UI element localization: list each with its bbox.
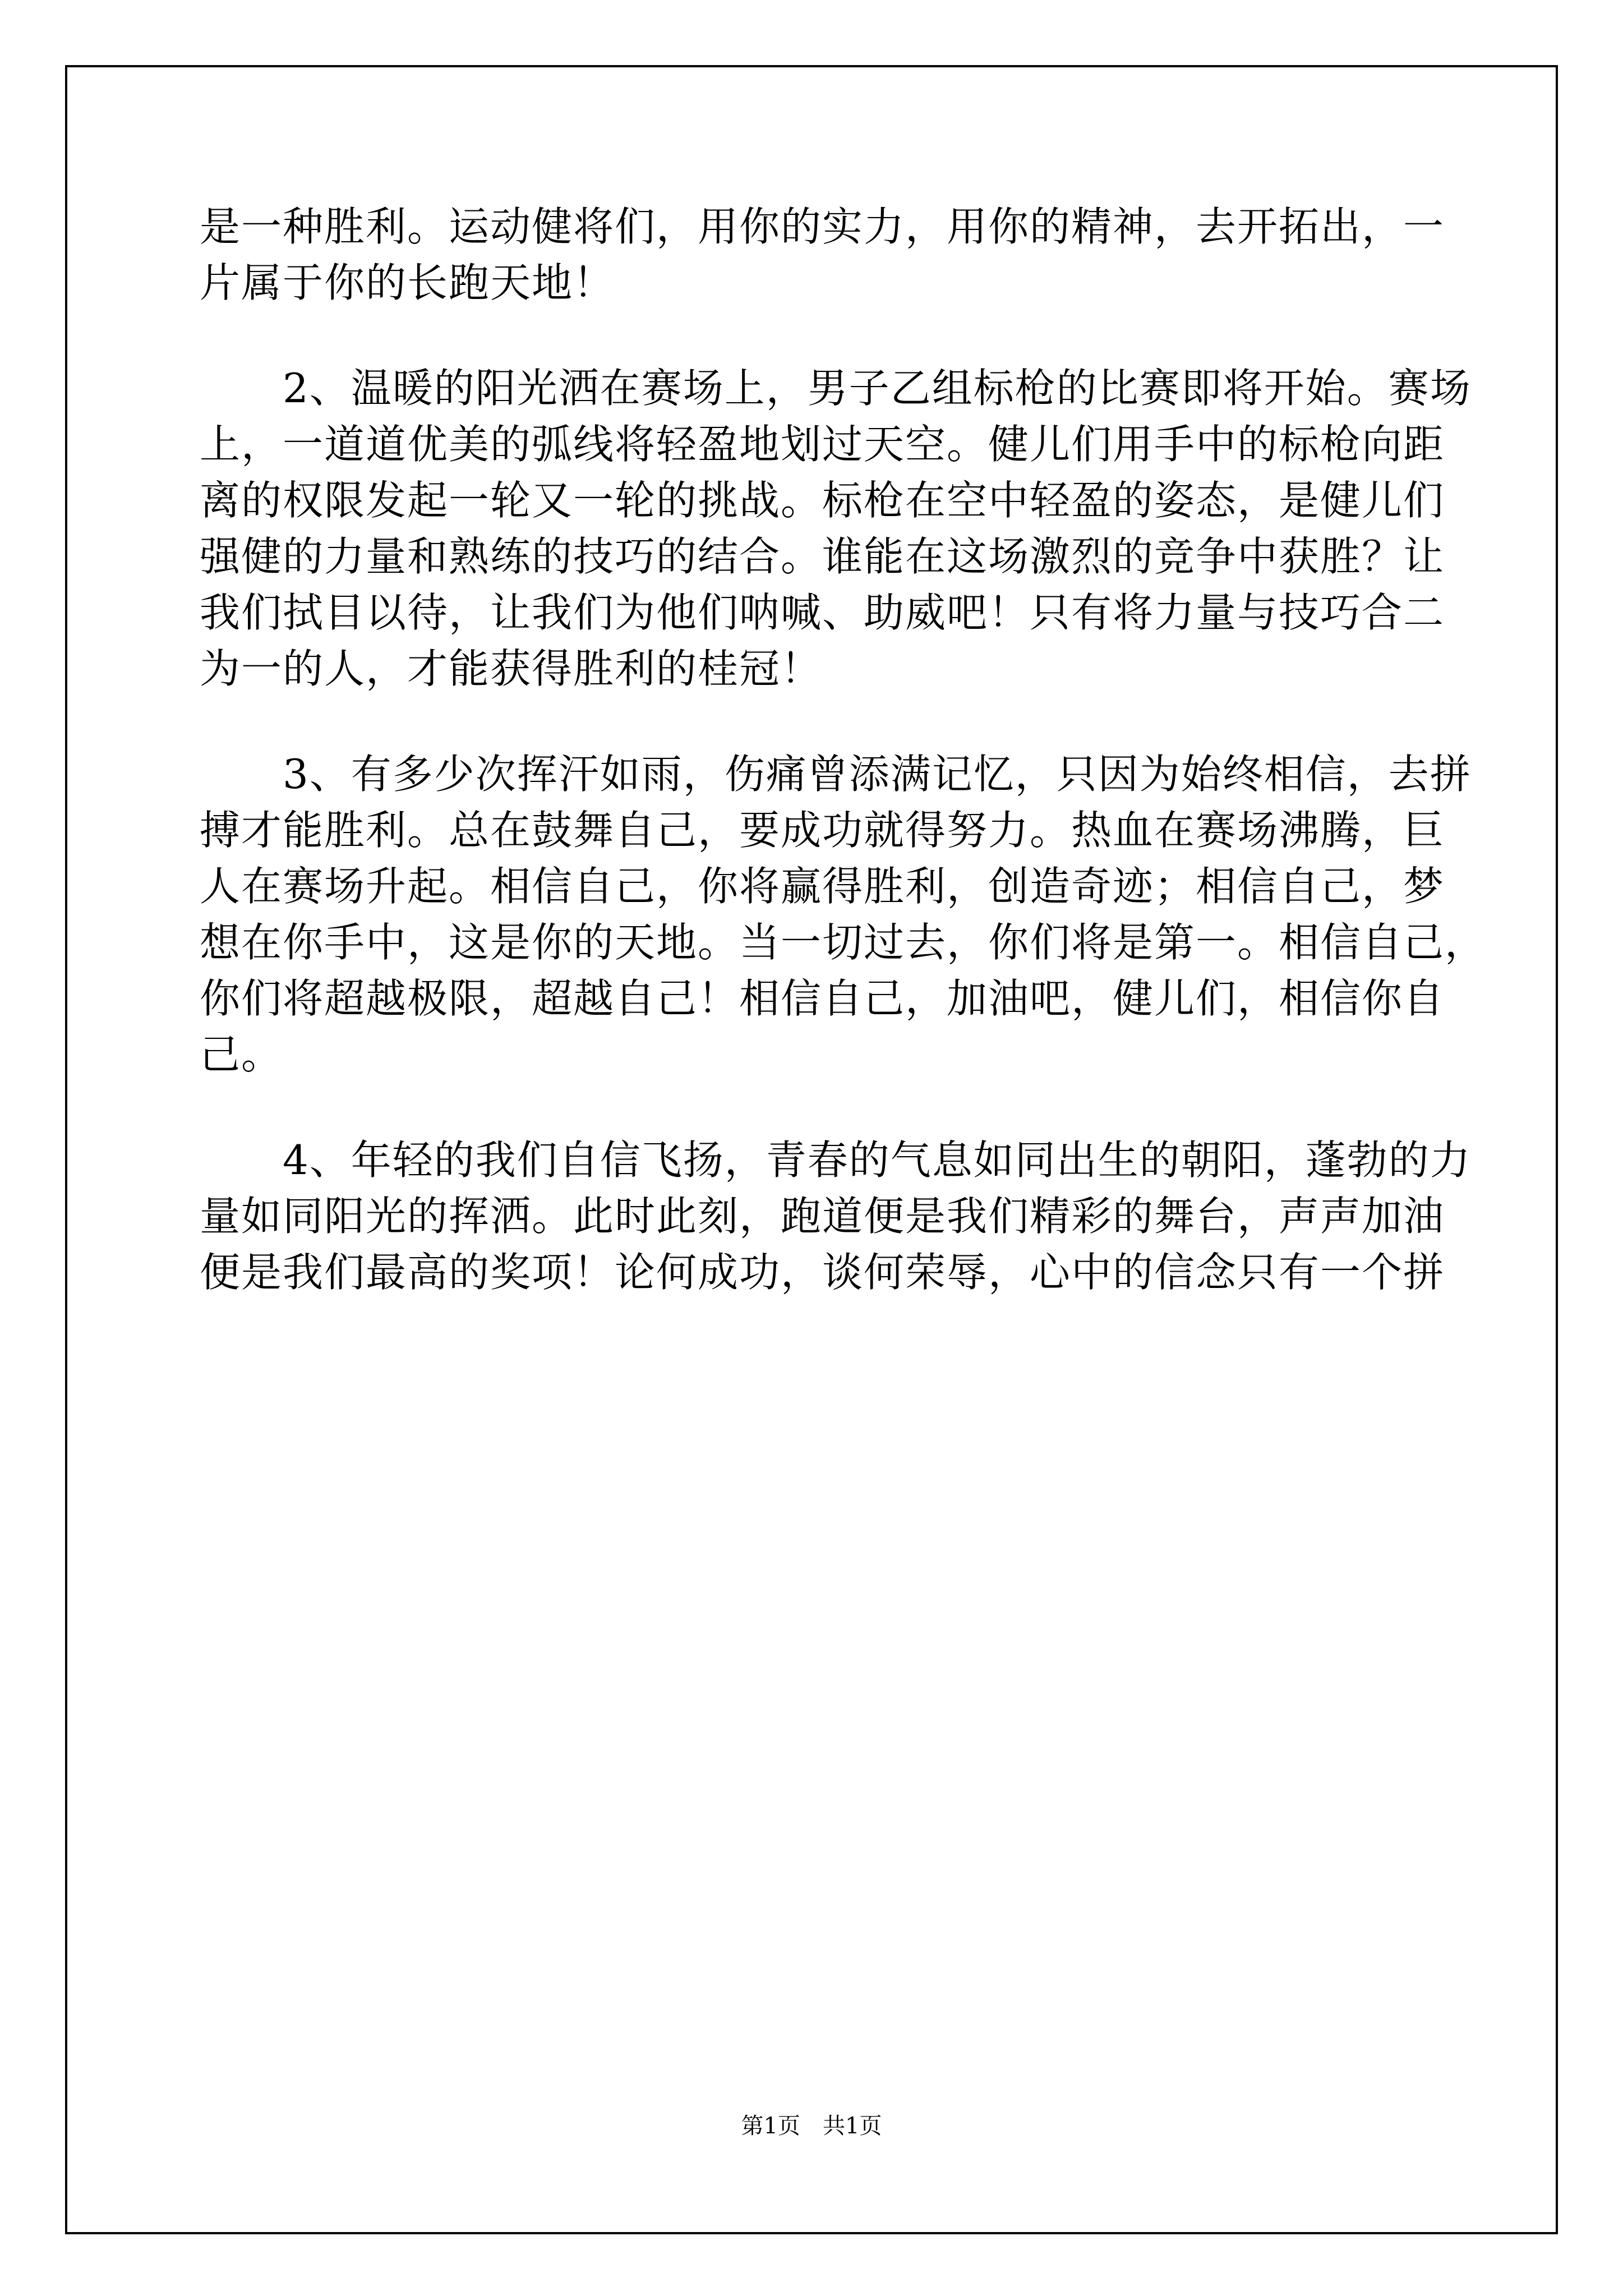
text-line: 我们拭目以待，让我们为他们呐喊、助威吧！只有将力量与技巧合二 xyxy=(200,589,1445,636)
text-line: 你们将超越极限，超越自己！相信自己，加油吧，健儿们，相信你自 xyxy=(200,975,1445,1022)
text-line: 上，一道道优美的弧线将轻盈地划过天空。健儿们用手中的标枪向距 xyxy=(200,421,1445,468)
text-line: 为一的人，才能获得胜利的桂冠！ xyxy=(200,645,823,692)
paragraph-3 xyxy=(200,746,1487,1083)
text-line: 人在赛场升起。相信自己，你将赢得胜利，创造奇迹；相信自己，梦 xyxy=(200,863,1445,910)
text-line: 是一种胜利。运动健将们，用你的实力，用你的精神，去开拓出，一 xyxy=(200,203,1445,250)
text-line: 便是我们最高的奖项！论何成功，谈何荣辱，心中的信念只有一个拼 xyxy=(200,1249,1445,1296)
text-line: 2、温暖的阳光洒在赛场上，男子乙组标枪的比赛即将开始。赛场 xyxy=(200,365,1472,412)
text-line: 搏才能胜利。总在鼓舞自己，要成功就得努力。热血在赛场沸腾，巨 xyxy=(200,807,1445,854)
text-line: 己。 xyxy=(200,1031,283,1078)
text-line: 离的权限发起一轮又一轮的挑战。标枪在空中轻盈的姿态，是健儿们 xyxy=(200,477,1445,524)
text-line: 强健的力量和熟练的技巧的结合。谁能在这场激烈的竞争中获胜？让 xyxy=(200,533,1445,580)
page-footer: 第1页 共1页 xyxy=(741,2113,882,2139)
paragraph-4 xyxy=(200,1132,1472,1300)
paragraph-2 xyxy=(200,360,1472,697)
text-line: 3、有多少次挥汗如雨，伤痛曾添满记忆，只因为始终相信，去拼 xyxy=(200,751,1472,798)
text-line: 片属于你的长跑天地！ xyxy=(200,259,615,306)
text-line: 量如同阳光的挥洒。此时此刻，跑道便是我们精彩的舞台，声声加油 xyxy=(200,1193,1445,1240)
paragraph-1 xyxy=(200,199,1445,311)
text-line: 想在你手中，这是你的天地。当一切过去，你们将是第一。相信自己， xyxy=(200,919,1487,966)
text-line: 4、年轻的我们自信飞扬，青春的气息如同出生的朝阳，蓬勃的力 xyxy=(200,1137,1472,1184)
document-body xyxy=(200,199,1487,1300)
